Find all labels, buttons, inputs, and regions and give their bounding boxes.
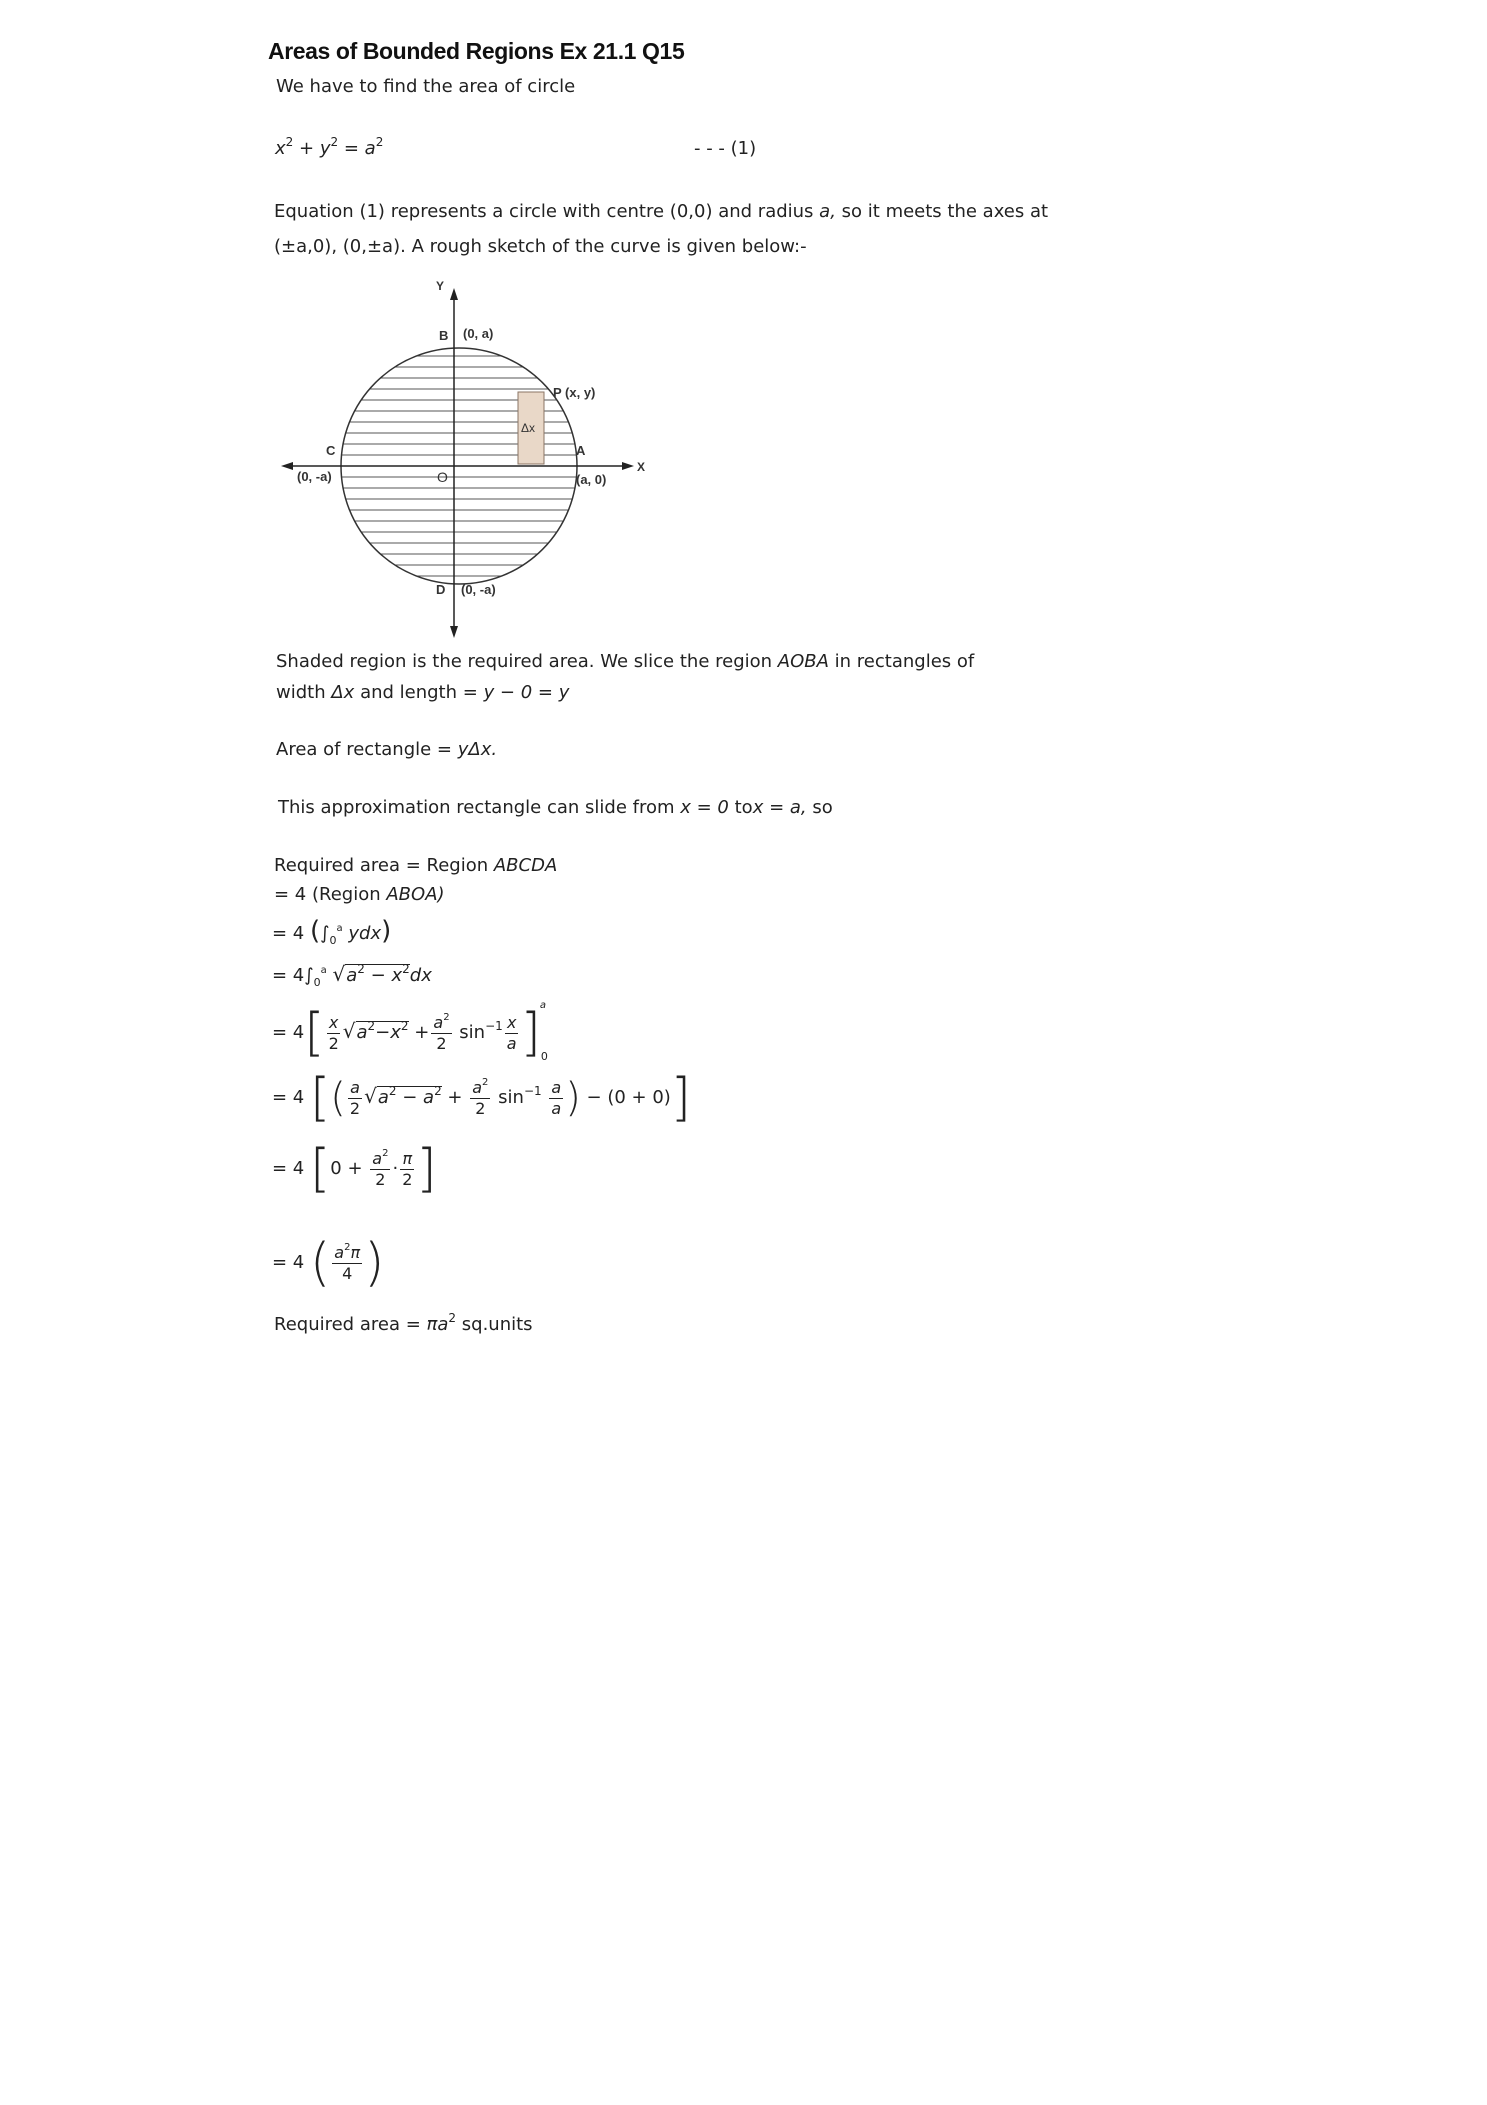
point-c-label: C bbox=[326, 443, 336, 458]
derivation-step-6: = 4 [0 + $\frac{a^2}{2}$ · $\frac{\pi}{2}$ ] bbox=[272, 1139, 437, 1199]
text-segment: so bbox=[812, 797, 833, 818]
circle-sketch-figure bbox=[272, 276, 652, 646]
required-area-statement bbox=[274, 855, 557, 876]
text-segment: width bbox=[276, 682, 326, 703]
text-segment: Equation bbox=[274, 201, 354, 222]
unit-text: sq.units bbox=[461, 1314, 533, 1335]
text-segment: = 4 (Region bbox=[274, 884, 381, 905]
point-a-coord: (a, 0) bbox=[576, 472, 607, 487]
x-axis-arrow-left bbox=[281, 462, 293, 470]
point-p-label: P (x, y) bbox=[553, 385, 596, 400]
point-a-label: A bbox=[576, 443, 586, 458]
length-expression: y − 0 = y bbox=[483, 682, 570, 703]
delta-x: Δx bbox=[331, 682, 355, 703]
circle-equation: $x^2 + y^2 = a^2$ bbox=[275, 135, 384, 159]
shaded-region-line1 bbox=[276, 651, 974, 672]
text-segment: Required area = Region bbox=[274, 855, 489, 876]
y-axis-label: Y bbox=[436, 279, 445, 293]
origin-label: O bbox=[437, 469, 448, 485]
derivation-step-1 bbox=[274, 884, 445, 905]
point-c-coord: (0, -a) bbox=[297, 469, 332, 484]
derivation-step-2: = 4 ($\int_0^a$ ydx) bbox=[272, 916, 392, 947]
text-segment: and length = bbox=[360, 682, 478, 703]
text-segment: This approximation rectangle can slide from bbox=[278, 797, 675, 818]
page-title: Areas of Bounded Regions Ex 21.1 Q15 bbox=[268, 38, 685, 64]
slide-range-text bbox=[278, 797, 833, 818]
equation-ref: (1) bbox=[359, 201, 385, 222]
text-segment: and radius bbox=[718, 201, 814, 222]
radius-value: a, bbox=[819, 201, 836, 222]
x-axis-arrow-right bbox=[622, 462, 634, 470]
area-result: πa bbox=[426, 1314, 449, 1335]
region-name: AOBA bbox=[777, 651, 829, 672]
text-segment: so it meets the axes at bbox=[841, 201, 1049, 222]
delta-x-label: Δx bbox=[521, 421, 536, 435]
final-answer: Required area = $\pi a^2$ sq.units bbox=[274, 1311, 533, 1335]
upper-limit: x = a, bbox=[752, 797, 807, 818]
point-b-coord: (0, a) bbox=[463, 326, 494, 341]
intro-text: We have to find the area of circle bbox=[276, 76, 576, 97]
region-name: ABOA) bbox=[386, 884, 445, 905]
text-segment: A rough sketch of the curve is given below:- bbox=[411, 236, 807, 257]
y-axis-arrow-up bbox=[450, 288, 458, 300]
derivation-step-5: = 4 [( $\frac{a}{2}$ $√a^2 - a^2$ + $\frac{a^2}{2}$ $\sin^{-1}$ $\frac{a}{a}$ ) − (0 + 0)] bbox=[272, 1068, 692, 1128]
circle-description-line2 bbox=[274, 236, 807, 257]
x-axis-label: X bbox=[637, 460, 646, 474]
shaded-region-line2 bbox=[276, 682, 569, 703]
derivation-step-4: = 4[ $\frac{x}{2}$ $√a^2-x^2$ + $\frac{a^2}{2}$ $\sin^{-1}$ $\frac{x}{a}$ ]$_0^a$ bbox=[272, 1000, 548, 1063]
area-of-rectangle bbox=[276, 739, 497, 760]
region-name: ABCDA bbox=[493, 855, 558, 876]
y-axis-arrow-down bbox=[450, 626, 458, 638]
text-segment: Shaded region is the required area. We slice the region bbox=[276, 651, 773, 672]
point-d-coord: (0, -a) bbox=[461, 582, 496, 597]
area-expression: yΔx. bbox=[457, 739, 498, 760]
point-b-label: B bbox=[439, 328, 449, 343]
derivation-step-3: = $4\int_0^a$ $√a^2 - x^2dx$ bbox=[272, 962, 432, 989]
lower-limit: x = 0 bbox=[680, 797, 729, 818]
circle-description-line1 bbox=[274, 201, 1048, 222]
equation-number: - - - (1) bbox=[694, 138, 757, 159]
text-segment: in rectangles of bbox=[834, 651, 975, 672]
text-segment: Area of rectangle = bbox=[276, 739, 452, 760]
text-segment: represents a circle with centre bbox=[390, 201, 665, 222]
text-segment: to bbox=[734, 797, 753, 818]
derivation-step-7: = 4 ( $\frac{a^2\pi}{4}$ ) bbox=[272, 1233, 385, 1293]
axis-points: (±a,0), (0,±a). bbox=[274, 236, 406, 257]
text-segment: Required area = bbox=[274, 1314, 421, 1335]
centre-value: (0,0) bbox=[669, 201, 713, 222]
point-d-label: D bbox=[436, 582, 446, 597]
